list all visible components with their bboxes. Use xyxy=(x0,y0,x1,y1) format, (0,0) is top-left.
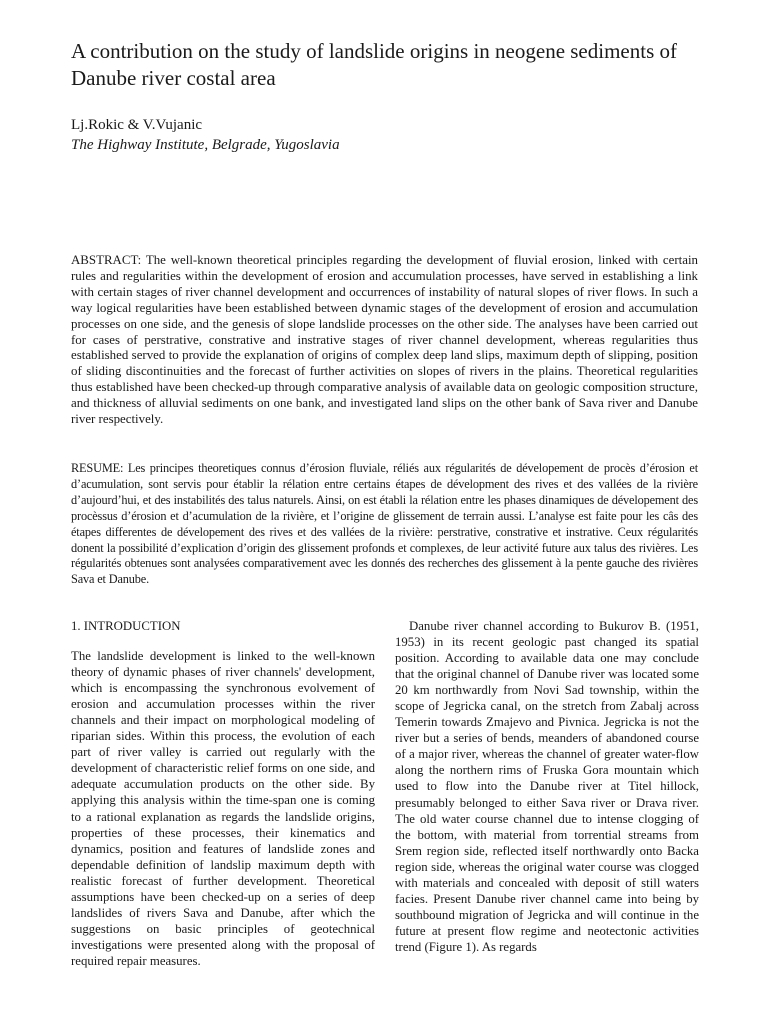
abstract: ABSTRACT: The well-known theoretical principles regarding the development of fluvial erosion, linked with certain rules and regularities within the development of erosion and accumulation processes, have served in establishing a link with certain stages of river channel development and occurrences of instability of natural slopes of river flows. In such a way logical regularities have been established between dynamic stages of the development of erosion and accumulation processes on one side, and the genesis of slope landslide processes on the other side. The analyses have been carried out for cases of perstrative, constrative and instrative stages of river channel development, whereas regularities thus established served to provide the explanation of origins of complex deep land slips, maximum depth of slipping, position of sliding discontinuities and the forecast of further activities on slopes of rivers in the plains. Theoretical regularities thus established have been checked-up through comparative analysis of available data on geologic composition structure, and thickness of alluvial sediments on one bank, and investigated land slips on the other bank of Sava river and Danube river respectively. xyxy=(71,253,698,427)
left-column xyxy=(71,618,375,969)
intro-paragraph-2: Danube river channel according to Bukurov B. (1951, 1953) in its recent geologic past changed its spatial position. According to available data one may conclude that the original channel of Danube river was located some 20 km northwardly from Novi Sad township, within the scope of Jegricka canal, on the stretch from Zabalj across Temerin towards Zmajevo and Pivnica. Jegricka is not the river but a series of bends, meanders of abandoned course of a major river, whereas the channel of greater water-flow along the northern rims of Fruska Gora mountain which used to flow into the Danube river at Titel hillock, presumably belonged to either Sava river or Drava river. The old water course channel due to intense clogging of the bottom, with material from torrential streams from Srem region side, reflected itself northwardly onto Backa region side, whereas the original water course was clogged with materials and concealed with deposit of still waters facies. Present Danube river channel came into being by southbound migration of Jegricka and will continue in the future at present flow regime and neotectonic activities trend (Figure 1). As regards xyxy=(395,619,699,954)
authors: Lj.Rokic & V.Vujanic xyxy=(71,117,203,133)
section-heading-introduction: 1. INTRODUCTION xyxy=(71,619,181,633)
right-column xyxy=(395,618,699,955)
resume: RESUME: Les principes theoretiques connus d’érosion fluviale, réliés aux régularités de dévelopement de procès d’érosion et d’acumulation, sont servis pour établir la rélation entre certains étapes de dévelopment des rives et des vallées de la rivière d’aujourd’hui, et des instabilités des talus naturels. Ainsi, on est établi la rélation entre les phases dinamiques de dévelopement des procèssus d’érosion et d’acumulation de la rivière, et l’origine de glissement de terrain aussi. L’analyse est faite pour les câs des étapes differentes de dévelopement des rives et des vallées de la rivière: perstrative, constrative et instrative. Ceux régularités donent la possibilité d’explication d’origin des glissement profonds et complexes, de leur activité future aux talus des rivières. Les régularités obtenues sont analysées comparativement avec les donnés des recherches des glissement à la pente gauche des rivières Sava et Danube. xyxy=(71,461,698,587)
paper-title: A contribution on the study of landslide origins in neogene sediments of Danube river costal area xyxy=(71,39,677,90)
affiliation: The Highway Institute, Belgrade, Yugoslavia xyxy=(71,137,340,153)
intro-paragraph-1: The landslide development is linked to the well-known theory of dynamic phases of river channels' development, which is encompassing the synchronous evolvement of erosion and accumulation processes within the river channels and their impact on morphological modeling of riparian sides. Within this process, the evolution of each part of river valley is carried out regularly with the development of characteristic relief forms on one side, and adequate accumulation products on the other side. By applying this analysis within the time-span one is coming to a rational explanation as regards the landslide origins, properties of these processes, their kinematics and dynamics, position and features of landslide zones and dependable definition of landslip maximum depth with realistic forecast of further development. Theoretical assumptions have been checked-up on a series of deep landslides of rivers Sava and Danube, after which the suggestions on basic principles of geotechnical investigations were presented along with the proposal of required repair measures. xyxy=(71,649,375,968)
